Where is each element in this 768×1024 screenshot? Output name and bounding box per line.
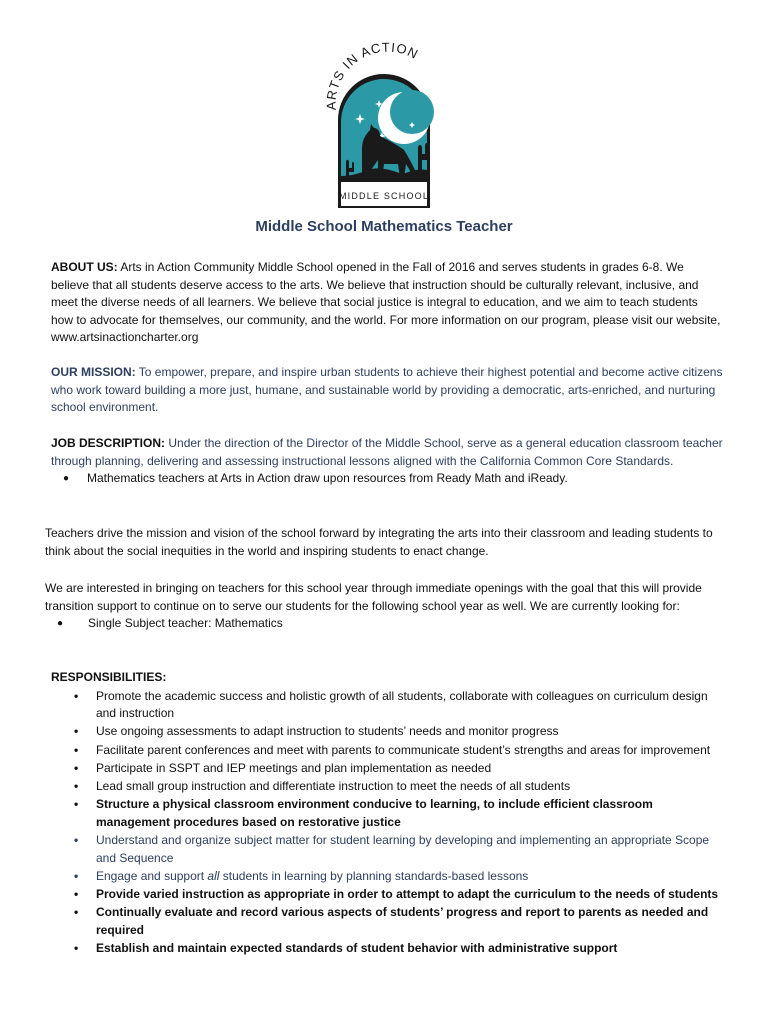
paragraph-openings-text: We are interested in bringing on teachers for this school year through immediate openings with the goal that this will provide transition support to continue on to serve our students for the following school year as well. We are currently looking for:: [45, 581, 702, 613]
responsibilities-heading: RESPONSIBILITIES:: [51, 670, 167, 684]
list-item-emphasis: all: [207, 868, 220, 883]
mission-label: OUR MISSION:: [51, 365, 136, 379]
mission-section: [51, 364, 723, 417]
list-item: • Continually evaluate and record various aspects of students’ progress and report to parents as needed and required: [51, 904, 723, 939]
about-text: Arts in Action Community Middle School opened in the Fall of 2016 and serves students in grades 6-8. We believe that all students deserve access to the arts. We believe that instruction should be culturally relevant, inclusive, and meet the diverse needs of all learners. We believe that social justice is integral to education, and we aim to teach students how to advocate for themselves, our community, and the world. For more information on our program, please visit our website, www.artsinactioncharter.org: [51, 260, 721, 345]
about-section: [51, 259, 723, 347]
list-item-text: Engage and support: [96, 868, 208, 883]
list-item: • Use ongoing assessments to adapt instruction to students’ needs and monitor progress: [51, 723, 723, 741]
list-item: • Provide varied instruction as appropriate in order to attempt to adapt the curriculum to the needs of students: [51, 886, 723, 904]
job-section: [51, 435, 723, 488]
list-item: ● Single Subject teacher: Mathematics: [45, 615, 725, 633]
list-item: • Structure a physical classroom environment conducive to learning, to include efficient classroom management procedures based on restorative justice: [51, 796, 723, 831]
responsibilities-list: [51, 688, 723, 958]
logo-bottom-text: MIDDLE SCHOOL: [338, 191, 430, 201]
list-item: • Facilitate parent conferences and meet with parents to communicate student’s strengths and areas for improvement: [51, 742, 723, 760]
list-item: • Understand and organize subject matter for student learning by developing and implementing an appropriate Scope and Sequence: [51, 832, 723, 867]
responsibilities-section: [51, 669, 723, 958]
list-item: • Participate in SSPT and IEP meetings and plan implementation as needed: [51, 760, 723, 778]
job-label: JOB DESCRIPTION:: [51, 436, 166, 450]
arts-in-action-logo: [322, 40, 446, 210]
list-item: ● Mathematics teachers at Arts in Action draw upon resources from Ready Math and iReady.: [51, 470, 723, 488]
list-item: • Establish and maintain expected standards of student behavior with administrative support: [51, 940, 723, 958]
list-item: [51, 868, 723, 886]
list-item: • Promote the academic success and holistic growth of all students, collaborate with colleagues on curriculum design and instruction: [51, 688, 723, 723]
mission-text: To empower, prepare, and inspire urban students to achieve their highest potential and become active citizens who work toward building a more just, humane, and sustainable world by providing a democratic, arts-enriched, and nurturing school environment.: [51, 365, 723, 415]
job-text: Under the direction of the Director of the Middle School, serve as a general education classroom teacher through planning, delivering and assessing instructional lessons aligned with the California Common Core Standards.: [51, 436, 723, 468]
looking-bullet-list: [45, 615, 725, 633]
list-item-text: students in learning by planning standards-based lessons: [219, 868, 529, 883]
paragraph-mission-vision: Teachers drive the mission and vision of the school forward by integrating the arts into their classroom and leading students to think about the social inequities in the world and inspiring students to enact change.: [45, 526, 713, 558]
list-item: • Lead small group instruction and differentiate instruction to meet the needs of all students: [51, 778, 723, 796]
about-label: ABOUT US:: [51, 260, 118, 274]
page-title: Middle School Mathematics Teacher: [255, 218, 513, 235]
logo-top-text: ARTS IN ACTION: [323, 40, 422, 111]
paragraph-openings: [45, 580, 725, 633]
job-bullet-list: [51, 470, 723, 488]
